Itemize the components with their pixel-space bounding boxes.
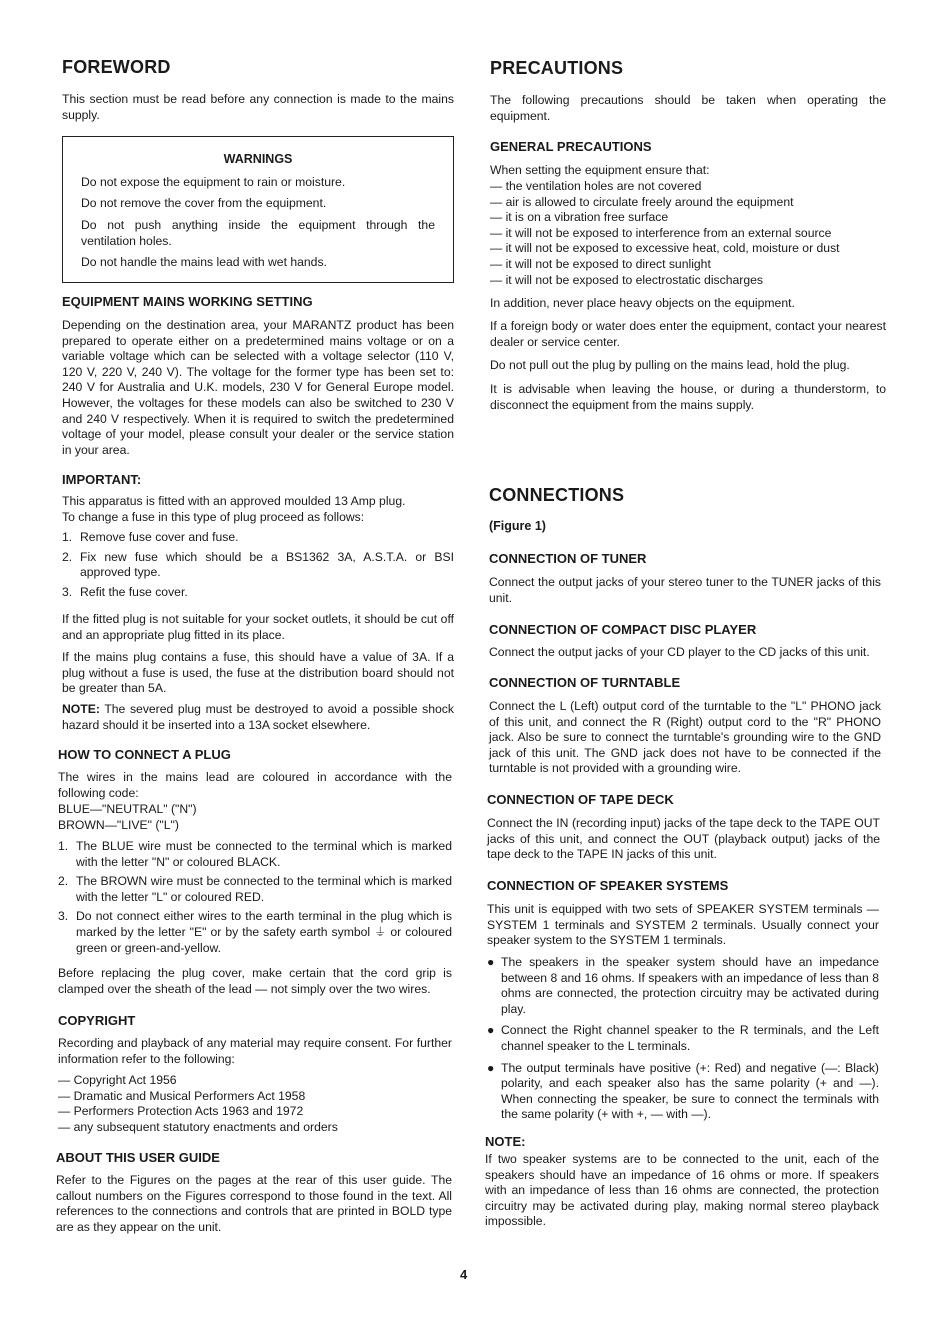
fuse-step: 1. Remove fuse cover and fuse. xyxy=(62,530,239,544)
important-note xyxy=(62,702,454,733)
plug-steps xyxy=(58,839,452,960)
tuner-title: CONNECTION OF TUNER xyxy=(489,551,647,566)
speaker-title: CONNECTION OF SPEAKER SYSTEMS xyxy=(487,878,729,893)
guide-text: Refer to the Figures on the pages at the rear of this user guide. The callout numbers on the Figures correspond to those found in the text. All references to the connections and controls that are printed in BOLD type are as they appear on the unit. xyxy=(56,1173,452,1234)
precautions-para-2: If a foreign body or water does enter the equipment, contact your nearest dealer or service center. xyxy=(490,319,886,349)
important-intro-2: To change a fuse in this type of plug proceed as follows: xyxy=(62,510,365,524)
important-title: IMPORTANT: xyxy=(62,472,142,487)
connections-title: CONNECTIONS xyxy=(489,485,625,505)
warning-item: Do not handle the mains lead with wet hands. xyxy=(81,255,327,269)
precaution-item: — it is on a vibration free surface xyxy=(490,210,669,225)
precaution-item: — it will not be exposed to excessive heat, cold, moisture or dust xyxy=(490,241,840,256)
page-number: 4 xyxy=(460,1267,468,1282)
general-precautions-title: GENERAL PRECAUTIONS xyxy=(490,139,652,154)
speaker-bullet: ● Connect the Right channel speaker to the R terminals, and the Left channel speaker to the L terminals. xyxy=(487,1023,879,1053)
plug-intro: The wires in the mains lead are coloured in accordance with the following code: xyxy=(58,770,452,800)
precaution-item: — it will not be exposed to interference from an external source xyxy=(490,225,832,240)
plug-code-1: BLUE—"NEUTRAL" ("N") xyxy=(58,802,197,816)
guide-title: ABOUT THIS USER GUIDE xyxy=(56,1150,220,1165)
speaker-bullets xyxy=(487,955,879,1129)
precautions-intro: The following precautions should be taken when operating the equipment. xyxy=(490,93,886,123)
precautions-title: PRECAUTIONS xyxy=(490,58,624,78)
mains-title: EQUIPMENT MAINS WORKING SETTING xyxy=(62,294,313,309)
fuse-steps xyxy=(62,530,454,604)
cd-title: CONNECTION OF COMPACT DISC PLAYER xyxy=(489,622,757,637)
mains-text: Depending on the destination area, your MARANTZ product has been prepared to operate either on a predetermined mains voltage or on a variable voltage which can be selected with a voltage selector (110 V, 120 V, 220 V, 240 V). The voltage for the former type has been set to: 240 V for Australia and U.K. models, 230 V for General Europe model. However, the voltages for these models can also be switched to 230 V and 240 V respectively. When it is required to switch the predetermined voltage of your model, please consult your dealer or the service station in your area. xyxy=(62,318,454,457)
important-para-2: If the mains plug contains a fuse, this should have a value of 3A. If a plug without a fuse is used, the fuse at the distribution board should not be greater than 5A. xyxy=(62,650,454,696)
plug-step: 3. Do not connect either wires to the earth terminal in the plug which is marked by the letter "E" or by the safety earth symbol ⏚ or coloured green or green-and-yellow. xyxy=(58,909,452,955)
important-intro-1: This apparatus is fitted with an approved moulded 13 Amp plug. xyxy=(62,494,406,508)
fuse-step: 2. Fix new fuse which should be a BS1362 3A, A.S.T.A. or BSI approved type. xyxy=(62,549,454,580)
speaker-bullet: ● The speakers in the speaker system should have an impedance between 8 and 16 ohms. If speakers with an impedance of less than 8 ohms are connected, the protection circuitry may be activated during play. xyxy=(487,955,879,1016)
turntable-title: CONNECTION OF TURNTABLE xyxy=(489,675,681,690)
important-para-1: If the fitted plug is not suitable for your socket outlets, it should be cut off and an appropriate plug fitted in its place. xyxy=(62,612,454,642)
plug-title: HOW TO CONNECT A PLUG xyxy=(58,747,231,762)
tuner-text: Connect the output jacks of your stereo tuner to the TUNER jacks of this unit. xyxy=(489,575,881,605)
precautions-para-1: In addition, never place heavy objects on the equipment. xyxy=(490,296,795,310)
foreword-title: FOREWORD xyxy=(62,57,171,77)
general-intro: When setting the equipment ensure that: xyxy=(490,163,710,177)
speaker-bullet: ● The output terminals have positive (+: Red) and negative (—: Black) polarity, and each speaker also has the same polarity (+ and —). When connecting the speaker, be sure to connect the terminals with the same polarity (+ with +, — with —). xyxy=(487,1060,879,1122)
copyright-item: — Performers Protection Acts 1963 and 1972 xyxy=(58,1104,304,1119)
copyright-intro: Recording and playback of any material may require consent. For further information refer to the following: xyxy=(58,1036,452,1066)
fuse-step: 3. Refit the fuse cover. xyxy=(62,584,188,599)
warning-item: Do not remove the cover from the equipment. xyxy=(81,196,327,210)
tape-text: Connect the IN (recording input) jacks of the tape deck to the TAPE OUT jacks of this unit, and connect the OUT (playback output) jacks of the tape deck to the TAPE IN jacks of this unit. xyxy=(487,816,880,862)
tape-title: CONNECTION OF TAPE DECK xyxy=(487,792,674,807)
copyright-title: COPYRIGHT xyxy=(58,1013,136,1028)
precaution-item: — it will not be exposed to electrostatic discharges xyxy=(490,272,763,287)
plug-step: 2. The BROWN wire must be connected to the terminal which is marked with the letter "L" or coloured RED. xyxy=(58,874,452,904)
precaution-item: — it will not be exposed to direct sunlight xyxy=(490,256,711,271)
warning-item: Do not push anything inside the equipment through the ventilation holes. xyxy=(81,218,435,248)
plug-code-2: BROWN—"LIVE" ("L") xyxy=(58,818,179,832)
turntable-text: Connect the L (Left) output cord of the turntable to the "L" PHONO jack of this unit, and connect the R (Right) output cord to the "R" PHONO jack. Also be sure to connect the turntable's grounding wire to the GND jack of this unit. The GND jack does not have to be connected if the turntable is not provided with a grounding wire. xyxy=(489,699,881,776)
copyright-item: — any subsequent statutory enactments and orders xyxy=(58,1119,338,1134)
general-precautions-list xyxy=(490,179,886,288)
copyright-list xyxy=(58,1073,452,1135)
note-label: NOTE: xyxy=(62,702,100,716)
cd-text: Connect the output jacks of your CD player to the CD jacks of this unit. xyxy=(489,645,870,659)
warnings-box xyxy=(62,136,454,283)
precaution-item: — air is allowed to circulate freely around the equipment xyxy=(490,194,794,209)
warning-item: Do not expose the equipment to rain or moisture. xyxy=(81,175,346,189)
speaker-intro: This unit is equipped with two sets of SPEAKER SYSTEM terminals —SYSTEM 1 terminals and SYSTEM 2 terminals. Usually connect your speaker system to the SYSTEM 1 terminals. xyxy=(487,902,879,948)
connections-figure: (Figure 1) xyxy=(489,519,546,533)
precaution-item: — the ventilation holes are not covered xyxy=(490,179,702,193)
warnings-title: WARNINGS xyxy=(223,152,293,166)
note-text: The severed plug must be destroyed to avoid a possible shock hazard should it be inserted into a 13A socket elsewhere. xyxy=(62,702,454,732)
copyright-item: — Dramatic and Musical Performers Act 1958 xyxy=(58,1088,306,1103)
precautions-para-4: It is advisable when leaving the house, or during a thunderstorm, to disconnect the equipment from the mains supply. xyxy=(490,382,886,412)
plug-closing: Before replacing the plug cover, make certain that the cord grip is clamped over the sheath of the lead — not simply over the two wires. xyxy=(58,966,452,996)
speaker-note-text: If two speaker systems are to be connected to the unit, each of the speakers should have an impedance of 16 ohms or more. If speakers with an impedance of less than 16 ohms are connected, the protection circuitry may be activated during play, making normal stereo playback impossible. xyxy=(485,1152,879,1229)
precautions-para-3: Do not pull out the plug by pulling on the mains lead, hold the plug. xyxy=(490,358,850,372)
plug-step: 1. The BLUE wire must be connected to the terminal which is marked with the letter "N" or coloured BLACK. xyxy=(58,839,452,869)
copyright-item: — Copyright Act 1956 xyxy=(58,1073,177,1087)
foreword-intro: This section must be read before any connection is made to the mains supply. xyxy=(62,92,454,122)
speaker-note-title: NOTE: xyxy=(485,1134,526,1149)
